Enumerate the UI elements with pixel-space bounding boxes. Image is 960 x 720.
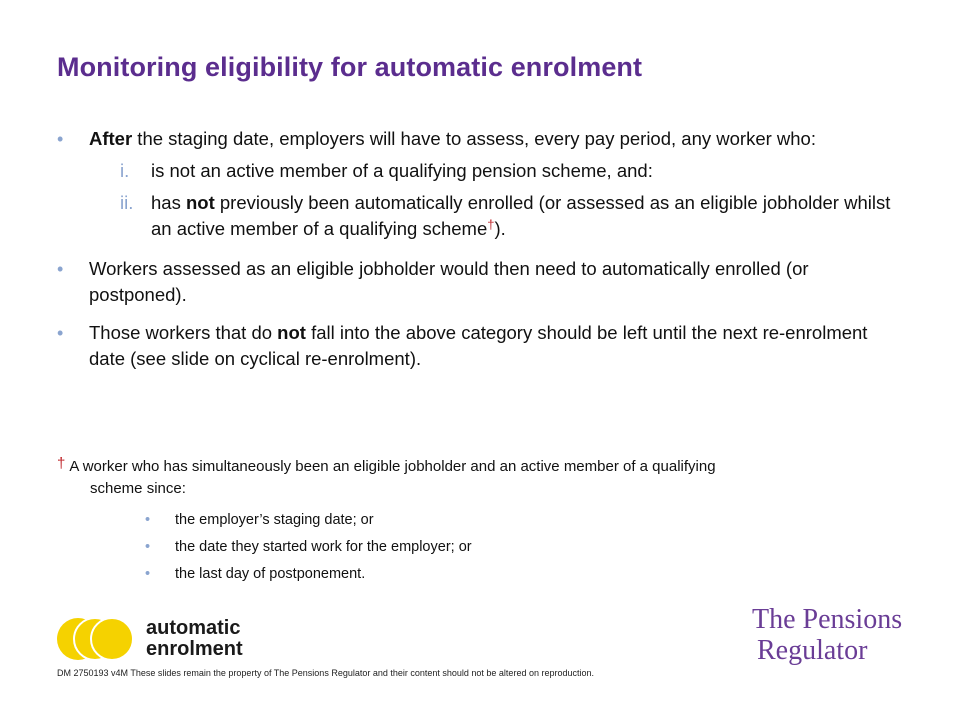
bullet-bold-lead: After — [89, 128, 133, 149]
logo-line-2: enrolment — [146, 638, 243, 660]
logo-line-1: automatic — [146, 617, 241, 639]
footnote — [57, 456, 897, 591]
footnote-text-line2: scheme since: — [90, 480, 186, 497]
bullet-text-post: fall into the above category should be left until the next re-enrolment date (see slide on cyclical re-enrolment). — [89, 322, 868, 369]
sub-item-2 — [89, 190, 907, 244]
regulator-logo-line-2: Regulator — [757, 635, 868, 666]
bullet-dot: • — [145, 566, 151, 582]
footnote-text-line1: A worker who has simultaneously been an eligible jobholder and an active member of a qualifying — [69, 458, 716, 475]
footnote-item-text: the date they started work for the employer; or — [175, 539, 472, 555]
automatic-enrolment-logo-text — [146, 618, 243, 660]
bullet-text: the staging date, employers will have to assess, every pay period, any worker who: — [132, 128, 816, 149]
sub-item-bold: not — [185, 192, 215, 213]
slide-title: Monitoring eligibility for automatic enrolment — [57, 52, 643, 82]
bullet-dot: • — [145, 512, 151, 528]
footnote-item-text: the last day of postponement. — [175, 566, 366, 582]
pensions-regulator-logo — [752, 604, 902, 666]
sub-item-text-end: ). — [494, 218, 506, 239]
disclaimer-text: DM 2750193 v4M These slides remain the property of The Pensions Regulator and their content should not be altered on reproduction. — [57, 668, 594, 678]
sub-item-text-pre: has — [151, 192, 186, 213]
regulator-logo-line-1: The Pensions — [752, 604, 903, 635]
footnote-list — [57, 510, 897, 584]
bullet-bold: not — [277, 322, 306, 343]
footnote-item-3 — [145, 564, 897, 584]
automatic-enrolment-logo — [56, 614, 256, 664]
footnote-item-2 — [145, 537, 897, 557]
sub-item-1 — [89, 158, 907, 184]
bullet-text: Workers assessed as an eligible jobholder would then need to automatically enrolled (or postponed). — [89, 258, 809, 305]
dagger-mark: † — [487, 217, 495, 232]
bullet-list — [57, 126, 907, 384]
yellow-circles-icon — [56, 614, 140, 664]
sub-list — [89, 158, 907, 244]
bullet-dot: • — [57, 129, 64, 149]
bullet-text-pre: Those workers that do — [89, 322, 278, 343]
bullet-item-3 — [57, 320, 907, 372]
footnote-dagger: † — [57, 455, 66, 472]
bullet-dot: • — [57, 323, 64, 343]
sub-item-text-post: previously been automatically enrolled (or assessed as an eligible jobholder whilst an active member of a qualifying scheme — [151, 192, 891, 239]
bullet-dot: • — [57, 259, 64, 279]
sub-item-number: ii. — [120, 192, 134, 213]
sub-item-text: is not an active member of a qualifying pension scheme, and: — [151, 160, 653, 181]
bullet-item-1 — [57, 126, 907, 244]
footnote-item-1 — [145, 510, 897, 530]
bullet-dot: • — [145, 539, 151, 555]
footnote-item-text: the employer’s staging date; or — [175, 512, 374, 528]
bullet-item-2 — [57, 256, 907, 308]
sub-item-number: i. — [120, 160, 130, 181]
